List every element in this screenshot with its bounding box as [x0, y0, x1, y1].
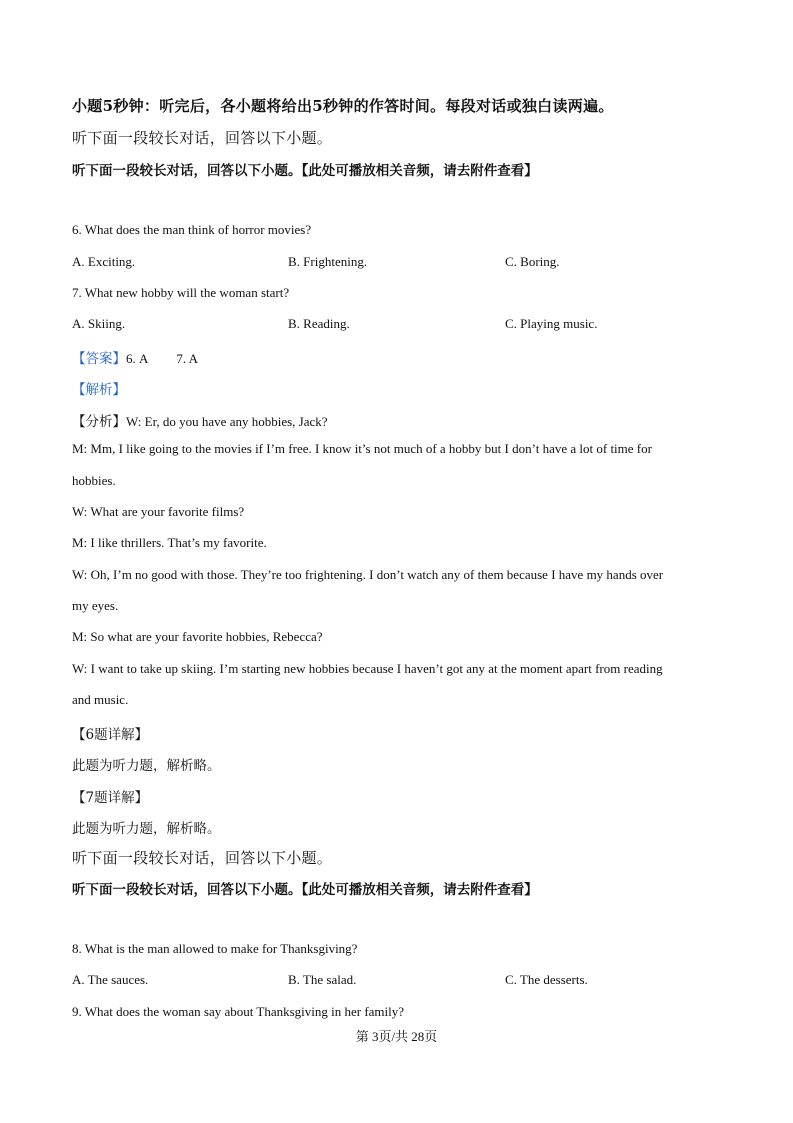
q8-option-b: B. The salad. — [288, 972, 357, 987]
dialogue-line: M: So what are your favorite hobbies, Rebecca? — [72, 629, 323, 644]
answer-7: 7. A — [176, 351, 199, 366]
question-6: 6. What does the man think of horror movies? — [72, 222, 312, 237]
intro-line-2: 听下面一段较长对话，回答以下小题。 — [72, 129, 333, 147]
q6-option-c: C. Boring. — [505, 254, 560, 269]
question-7: 7. What new hobby will the woman start? — [72, 285, 290, 300]
fenxi-label: 【分析】 — [72, 414, 126, 429]
section2-line-2: 听下面一段较长对话，回答以下小题。【此处可播放相关音频，请去附件查看】 — [72, 882, 538, 898]
q7-option-c: C. Playing music. — [505, 316, 598, 331]
intro-line-3: 听下面一段较长对话，回答以下小题。【此处可播放相关音频，请去附件查看】 — [72, 163, 538, 179]
q6-option-a: A. Exciting. — [72, 254, 136, 269]
question-9: 9. What does the woman say about Thanksgiving in her family? — [72, 1004, 405, 1019]
dialogue-line: and music. — [72, 692, 129, 707]
analysis-label: 【解析】 — [72, 382, 126, 398]
intro-line-1: 小题5秒钟：听完后，各小题将给出5秒钟的作答时间。每段对话或独白读两遍。 — [72, 97, 614, 115]
dialogue-line: W: I want to take up skiing. I’m starting new hobbies because I haven’t got any at the moment apart from reading — [72, 661, 663, 676]
q8-option-c: C. The desserts. — [505, 972, 588, 987]
question-8: 8. What is the man allowed to make for Thanksgiving? — [72, 941, 358, 956]
dialogue-line: M: I like thrillers. That’s my favorite. — [72, 535, 267, 550]
answer-6: 6. A — [126, 351, 149, 366]
dialogue-line: W: Oh, I’m no good with those. They’re too frightening. I don’t watch any of them because I have my hands over — [72, 567, 664, 582]
analysis-line-1 — [72, 410, 328, 430]
section2-line-1: 听下面一段较长对话，回答以下小题。 — [72, 849, 333, 867]
dialogue-line: W: Er, do you have any hobbies, Jack? — [126, 414, 328, 429]
q6-detail-label: 【6题详解】 — [72, 727, 149, 743]
dialogue-line: M: Mm, I like going to the movies if I’m free. I know it’s not much of a hobby but I don’t have a lot of time for — [72, 441, 652, 456]
dialogue-line: my eyes. — [72, 598, 119, 613]
dialogue-line: hobbies. — [72, 473, 116, 488]
q7-detail-label: 【7题详解】 — [72, 790, 149, 806]
dialogue-line: W: What are your favorite films? — [72, 504, 245, 519]
q7-option-b: B. Reading. — [288, 316, 350, 331]
q7-option-a: A. Skiing. — [72, 316, 126, 331]
q8-option-a: A. The sauces. — [72, 972, 149, 987]
q6-detail-text: 此题为听力题，解析略。 — [72, 758, 221, 774]
answer-line — [72, 347, 198, 367]
q6-option-b: B. Frightening. — [288, 254, 368, 269]
q7-detail-text: 此题为听力题，解析略。 — [72, 821, 221, 837]
page-footer: 第 3页/共 28页 — [355, 1029, 438, 1044]
answer-label: 【答案】 — [72, 351, 126, 366]
